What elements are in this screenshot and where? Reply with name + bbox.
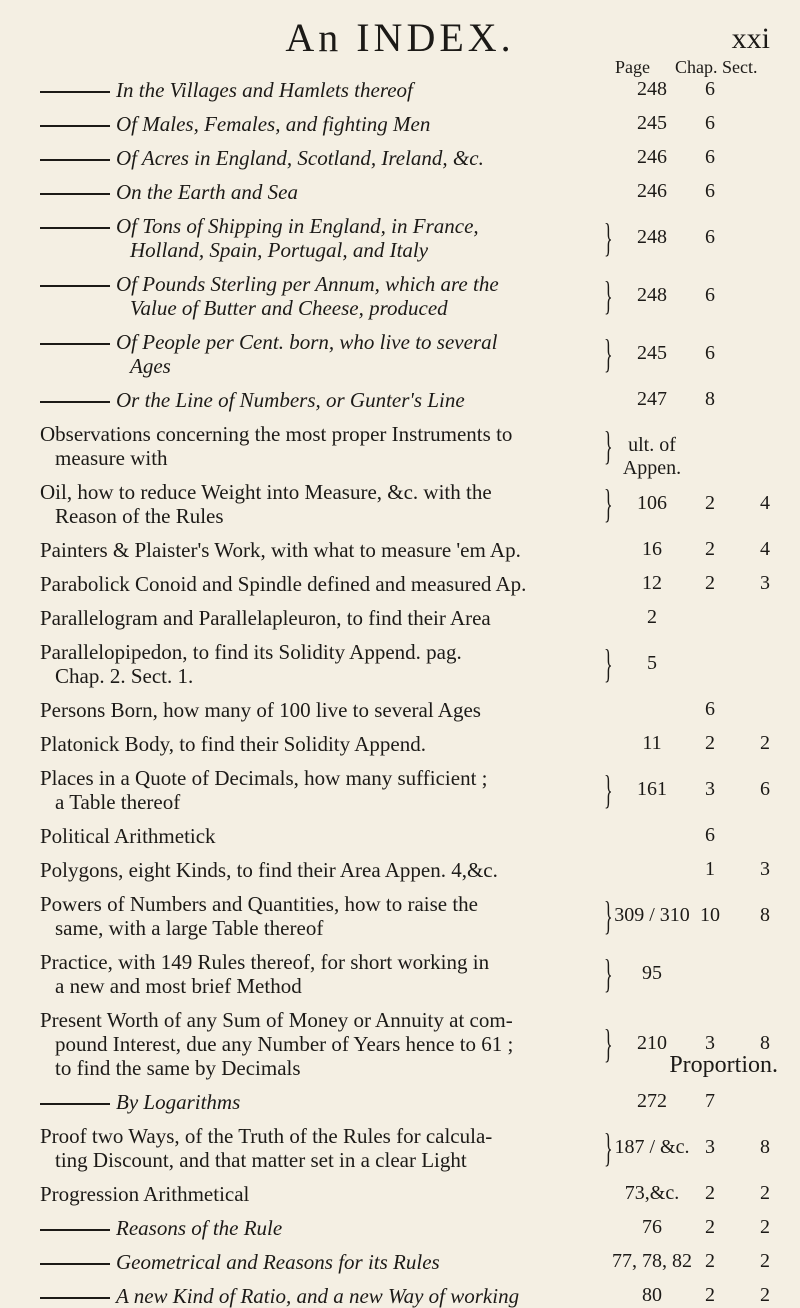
- entry-page: 245: [637, 342, 667, 364]
- entry-chap: 2: [705, 1250, 715, 1272]
- brace-mark: }: [604, 273, 613, 318]
- entry-chap: 2: [705, 1216, 715, 1238]
- entry-line: Chap. 2. Sect. 1.: [55, 664, 194, 688]
- brace-mark: }: [604, 481, 613, 526]
- brace-mark: }: [604, 423, 613, 468]
- entry-sect: 6: [760, 778, 770, 800]
- entry-line: Reason of the Rules: [55, 504, 224, 528]
- entry-page: 95: [642, 962, 662, 984]
- entry-text: [130, 296, 448, 320]
- entry-chap: 2: [705, 538, 715, 560]
- entry-chap: 6: [705, 146, 715, 168]
- entry-text: [40, 272, 499, 296]
- entry-text: [40, 112, 430, 136]
- entry-chap: 2: [705, 1182, 715, 1204]
- entry-page: 12: [642, 572, 662, 594]
- entry-line: Parallelogram and Parallelapleuron, to find their Area: [40, 606, 491, 630]
- entry-line: Powers of Numbers and Quantities, how to raise the: [40, 892, 478, 916]
- entry-sect: 2: [760, 1182, 770, 1204]
- ditto-dash: [40, 193, 110, 195]
- entry-text: [40, 572, 526, 596]
- brace-mark: }: [604, 331, 613, 376]
- entry-chap: 3: [705, 778, 715, 800]
- entry-sect: 8: [760, 1032, 770, 1054]
- entry-line: Ages: [130, 354, 171, 378]
- entry-line: Of Males, Females, and fighting Men: [116, 112, 431, 136]
- entry-page: 309 / 310: [614, 904, 690, 926]
- entry-text: [55, 1032, 513, 1056]
- entry-sect: 4: [760, 538, 770, 560]
- column-head-chap-sect: Chap. Sect.: [675, 57, 758, 77]
- entry-line: same, with a large Table thereof: [55, 916, 324, 940]
- entry-page: 77, 78, 82: [612, 1250, 692, 1272]
- entry-line: By Logarithms: [116, 1090, 241, 1114]
- entry-page: 106: [637, 492, 667, 514]
- entry-page: ult. of Appen.: [622, 434, 682, 479]
- entry-chap: 8: [705, 388, 715, 410]
- entry-page: 161: [637, 778, 667, 800]
- ditto-dash: [40, 1297, 110, 1299]
- entry-text: [40, 1216, 282, 1240]
- entry-text: [40, 538, 521, 562]
- ditto-dash: [40, 91, 110, 93]
- entry-text: [40, 180, 298, 204]
- entry-text: [55, 446, 168, 470]
- entry-page: 76: [642, 1216, 662, 1238]
- entry-page: 248: [637, 226, 667, 248]
- entry-text: [40, 1008, 513, 1032]
- entry-chap: 3: [705, 1136, 715, 1158]
- entry-text: [40, 1090, 240, 1114]
- ditto-dash: [40, 285, 110, 287]
- entry-text: [40, 422, 512, 446]
- entry-page: 187 / &c.: [614, 1136, 690, 1158]
- entry-sect: 2: [760, 1250, 770, 1272]
- entry-text: [55, 1056, 301, 1080]
- entry-text: [40, 698, 481, 722]
- entry-text: [55, 790, 180, 814]
- entry-text: [40, 1250, 440, 1274]
- entry-chap: 7: [705, 1090, 715, 1112]
- entry-page: 246: [637, 146, 667, 168]
- entry-chap: 6: [705, 180, 715, 202]
- entry-text: [40, 214, 479, 238]
- brace-mark: }: [604, 641, 613, 686]
- entry-sect: 2: [760, 1284, 770, 1306]
- entry-page: 248: [637, 284, 667, 306]
- entry-line: Oil, how to reduce Weight into Measure, &c. with the: [40, 480, 492, 504]
- entry-chap: 6: [705, 284, 715, 306]
- entry-page: 2: [647, 606, 657, 628]
- column-head-page: Page: [615, 57, 650, 77]
- entry-text: [40, 78, 413, 102]
- entry-text: [55, 974, 302, 998]
- entry-page: 80: [642, 1284, 662, 1306]
- entry-chap: 6: [705, 342, 715, 364]
- ditto-dash: [40, 159, 110, 161]
- entry-line: Or the Line of Numbers, or Gunter's Line: [116, 388, 465, 412]
- entry-sect: 8: [760, 1136, 770, 1158]
- entry-text: [40, 892, 478, 916]
- entry-chap: 6: [705, 226, 715, 248]
- page-number: xxi: [731, 22, 770, 55]
- entry-line: Polygons, eight Kinds, to find their Area Appen. 4,&c.: [40, 858, 498, 882]
- entry-text: [40, 858, 498, 882]
- entry-sect: 2: [760, 1216, 770, 1238]
- brace-mark: }: [604, 951, 613, 996]
- entry-text: [40, 330, 497, 354]
- entry-line: In the Villages and Hamlets thereof: [116, 78, 413, 102]
- entry-chap: 10: [700, 904, 720, 926]
- entry-line: Places in a Quote of Decimals, how many sufficient ;: [40, 766, 488, 790]
- page-title: An INDEX.: [285, 15, 515, 60]
- ditto-dash: [40, 227, 110, 229]
- entry-line: pound Interest, due any Number of Years hence to 61 ;: [55, 1032, 514, 1056]
- brace-mark: }: [604, 767, 613, 812]
- ditto-dash: [40, 1229, 110, 1231]
- entry-text: [55, 1148, 467, 1172]
- entry-line: Present Worth of any Sum of Money or Annuity at com-: [40, 1008, 513, 1032]
- entry-text: [130, 238, 428, 262]
- brace-mark: }: [604, 1021, 613, 1066]
- brace-mark: }: [604, 1125, 613, 1170]
- entry-line: Platonick Body, to find their Solidity Append.: [40, 732, 426, 756]
- entry-chap: 6: [705, 824, 715, 846]
- entry-sect: 8: [760, 904, 770, 926]
- entry-line: Geometrical and Reasons for its Rules: [116, 1250, 440, 1274]
- entry-sect: 3: [760, 572, 770, 594]
- entry-line: to find the same by Decimals: [55, 1056, 301, 1080]
- entry-chap: 6: [705, 698, 715, 720]
- entry-page: 245: [637, 112, 667, 134]
- entry-sect: 4: [760, 492, 770, 514]
- entry-page: 247: [637, 388, 667, 410]
- entry-text: [40, 1284, 519, 1308]
- entry-sect: 2: [760, 732, 770, 754]
- ditto-dash: [40, 1263, 110, 1265]
- entry-text: [40, 480, 492, 504]
- entry-sect: 3: [760, 858, 770, 880]
- entry-text: [40, 640, 462, 664]
- entry-line: Political Arithmetick: [40, 824, 216, 848]
- entry-page: 248: [637, 78, 667, 100]
- entry-line: measure with: [55, 446, 168, 470]
- entry-text: [40, 146, 484, 170]
- entry-text: [40, 606, 491, 630]
- entry-line: On the Earth and Sea: [116, 180, 298, 204]
- entry-line: a new and most brief Method: [55, 974, 302, 998]
- entry-line: Holland, Spain, Portugal, and Italy: [130, 238, 429, 262]
- entry-chap: 6: [705, 78, 715, 100]
- entry-line: Observations concerning the most proper Instruments to: [40, 422, 513, 446]
- entry-chap: 2: [705, 572, 715, 594]
- brace-mark: }: [604, 215, 613, 260]
- entry-page: 16: [642, 538, 662, 560]
- entry-page: 210: [637, 1032, 667, 1054]
- entry-line: Value of Butter and Cheese, produced: [130, 296, 448, 320]
- entry-line: A new Kind of Ratio, and a new Way of working: [116, 1284, 520, 1308]
- entry-line: Persons Born, how many of 100 live to several Ages: [40, 698, 481, 722]
- entry-chap: 2: [705, 1284, 715, 1306]
- brace-mark: }: [604, 893, 613, 938]
- entry-line: Practice, with 149 Rules thereof, for short working in: [40, 950, 490, 974]
- entry-text: [40, 388, 465, 412]
- entry-text: [40, 1124, 492, 1148]
- entry-chap: 3: [705, 1032, 715, 1054]
- entry-line: Reasons of the Rule: [116, 1216, 283, 1240]
- entry-chap: 6: [705, 112, 715, 134]
- entry-line: Parabolick Conoid and Spindle defined and measured Ap.: [40, 572, 527, 596]
- ditto-dash: [40, 343, 110, 345]
- entry-text: [55, 664, 193, 688]
- entry-line: a Table thereof: [55, 790, 181, 814]
- entry-line: Of Tons of Shipping in England, in France,: [116, 214, 479, 238]
- entry-page: 246: [637, 180, 667, 202]
- entry-line: Progression Arithmetical: [40, 1182, 250, 1206]
- entry-text: [40, 732, 426, 756]
- catchword: Proportion.: [669, 1052, 778, 1078]
- entry-line: Parallelopipedon, to find its Solidity Append. pag.: [40, 640, 462, 664]
- entry-chap: 2: [705, 732, 715, 754]
- entry-page: 73,&c.: [624, 1182, 680, 1204]
- entry-chap: 1: [705, 858, 715, 880]
- entry-text: [40, 824, 216, 848]
- entry-line: Painters & Plaister's Work, with what to measure 'em Ap.: [40, 538, 521, 562]
- entry-text: [40, 1182, 249, 1206]
- entry-page: 5: [647, 652, 657, 674]
- ditto-dash: [40, 1103, 110, 1105]
- entry-text: [40, 766, 488, 790]
- entry-page: 11: [642, 732, 662, 754]
- entry-line: Proof two Ways, of the Truth of the Rules for calcula-: [40, 1124, 493, 1148]
- entry-line: Of People per Cent. born, who live to several: [116, 330, 498, 354]
- entry-line: Of Pounds Sterling per Annum, which are the: [116, 272, 499, 296]
- entry-line: ting Discount, and that matter set in a clear Light: [55, 1148, 467, 1172]
- entry-line: Of Acres in England, Scotland, Ireland, &c.: [116, 146, 484, 170]
- entry-page: 272: [637, 1090, 667, 1112]
- entry-text: [40, 950, 489, 974]
- entry-text: [55, 916, 323, 940]
- ditto-dash: [40, 125, 110, 127]
- entry-text: [130, 354, 171, 378]
- ditto-dash: [40, 401, 110, 403]
- entry-text: [55, 504, 224, 528]
- entry-chap: 2: [705, 492, 715, 514]
